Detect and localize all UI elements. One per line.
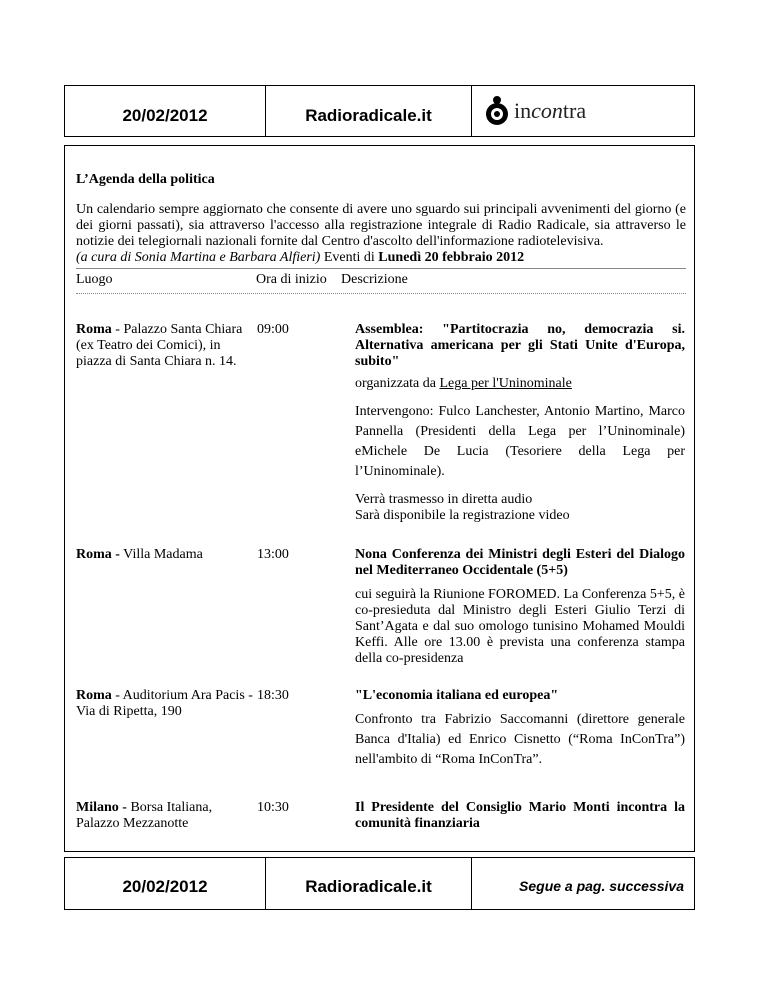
page-header [64,85,695,137]
logo-text-pre: in [514,98,532,123]
event-title: Il Presidente del Consiglio Mario Monti incontra la comunità finanziaria [355,800,685,831]
event-place: - Palazzo Santa Chiara (ex Teatro dei Comici), in piazza di Santa Chiara n. 14. [76,322,243,369]
agenda-title: L’Agenda della politica [76,172,215,187]
col-ora: Ora di inizio [256,272,327,287]
event-title: "L'economia italiana ed europea" [355,688,559,703]
footer-date: 20/02/2012 [122,877,208,896]
header-site[interactable]: Radioradicale.it [265,86,472,136]
event-title: Nona Conferenza dei Ministri degli Esteri del Dialogo nel Mediterraneo Occidentale (5+5) [355,547,685,578]
event-location [76,547,256,563]
event-city: Milano - [76,800,127,815]
incontra-logo [484,95,586,127]
header-logo-cell [472,86,694,136]
col-desc: Descrizione [341,272,408,287]
agenda-content [76,172,686,831]
event-description [355,688,685,770]
events-prefix: Eventi di [320,250,379,265]
event-organizer [355,376,685,392]
event-city: Roma - [76,547,120,562]
event-body: Confronto tra Fabrizio Saccomanni (direttore generale Banca d'Italia) ed Enrico Cisnetto (“Roma InConTra”) nell'ambito di “Roma InConTra”. [355,712,685,767]
agenda-intro: Un calendario sempre aggiornato che consente di avere uno sguardo sui principali avvenimenti del giorno (e dei giorni passati), sia attraverso l'accesso alla registrazione integrale di Radio Radicale, sia attraverso le notizie dei telegiornali nazionali fornite dal Centro d'ascolto dell'informazione radiotelevisiva. [76,202,686,249]
page-footer [64,857,695,910]
organizer-link[interactable]: Lega per l'Uninominale [439,376,572,391]
agenda-credit: (a cura di Sonia Martina e Barbara Alfieri) [76,250,321,265]
incontra-logo-icon [484,95,512,127]
header-date: 20/02/2012 [122,106,208,125]
event-city: Roma [76,322,112,337]
event-description [355,547,685,667]
event-location [76,322,256,370]
event-note-video: Sarà disponibile la registrazione video [355,508,570,523]
column-headers [76,269,686,291]
event-description [355,800,685,832]
event-location [76,688,256,720]
event-place: Villa Madama [119,547,203,562]
event-body: cui seguirà la Riunione FOROMED. La Conferenza 5+5, è co-presieduta dal Ministro degli Esteri Giulio Terzi di Sant’Agata e dal suo omologo tunisino Mohamed Mouldi Keffi. Alle ore 13.00 è prevista una conferenza stampa della co-presidenza [355,587,685,666]
event-place: Borsa Italiana, Palazzo Mezzanotte [76,800,213,831]
event-time: 10:30 [257,800,289,815]
event-title: Assemblea: "Partitocrazia no, democrazia si. Alternativa americana per gli Stati Unite d'Europa, subito" [355,322,685,369]
footer-site[interactable]: Radioradicale.it [265,858,472,909]
event-time: 18:30 [257,688,289,703]
event-time: 13:00 [257,547,289,562]
organizer-prefix: organizzata da [355,376,440,391]
logo-text-post: tra [562,98,587,123]
footer-next-page: Segue a pag. successiva [519,878,684,894]
agenda-credit-line [76,250,686,266]
event-description [355,322,685,524]
event-speakers: Intervengono: Fulco Lanchester, Antonio Martino, Marco Pannella (Presidenti della Lega per l’Uninominale) eMichele De Lucia (Tesoriere della Lega per l’Uninominale). [355,404,685,479]
event-note-audio: Verrà trasmesso in diretta audio [355,492,533,507]
event-location [76,800,256,832]
event-place: - Auditorium Ara Pacis - Via di Ripetta, 190 [76,688,253,719]
event-time: 09:00 [257,322,289,337]
divider-dotted [76,293,686,294]
col-luogo: Luogo [76,272,113,287]
events-date: Lunedì 20 febbraio 2012 [378,250,525,265]
event-city: Roma [76,688,112,703]
logo-text-mid: con [531,98,563,123]
